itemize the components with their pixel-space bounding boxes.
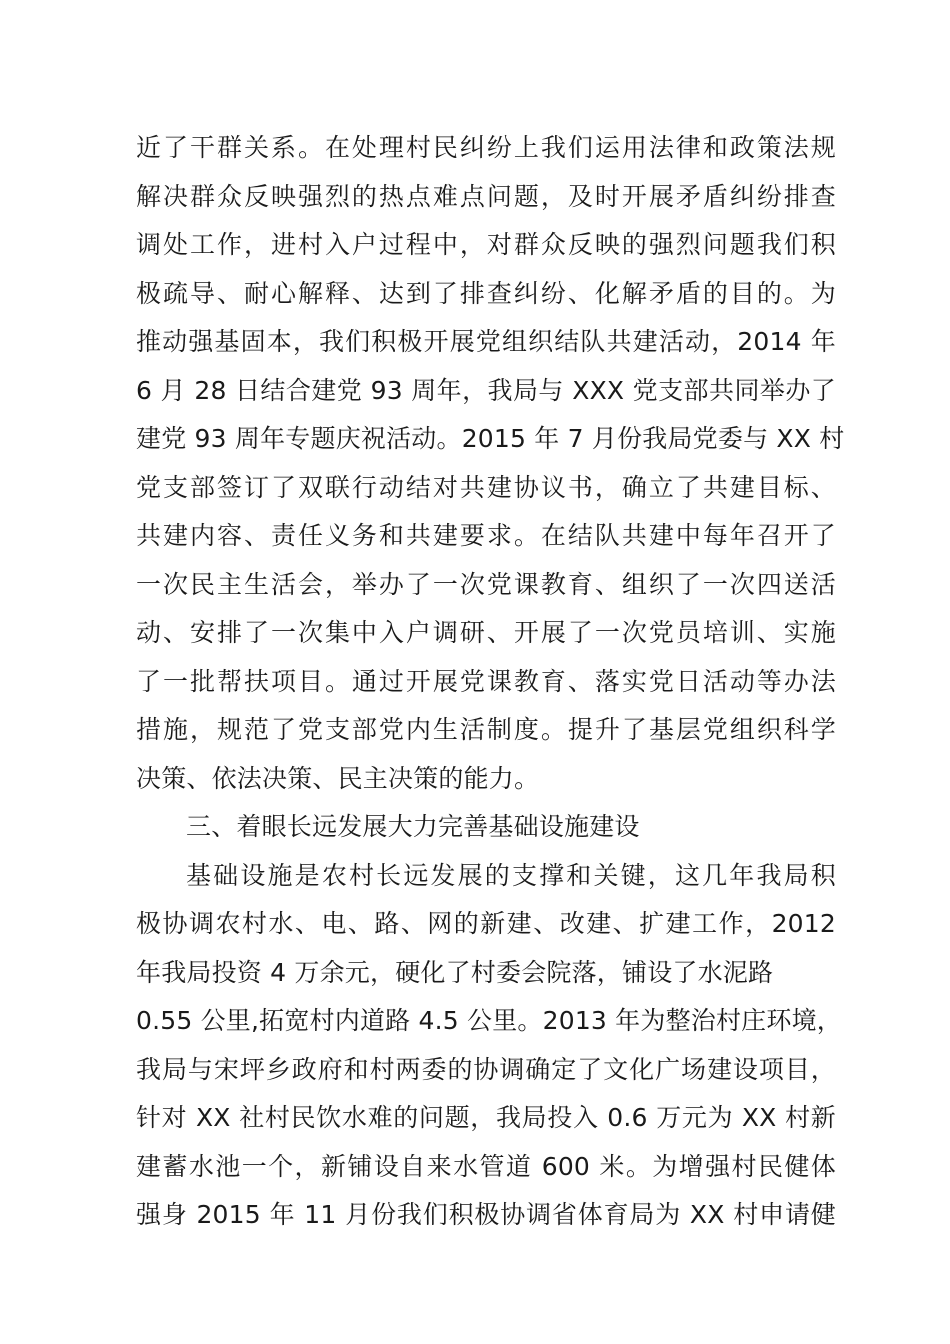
text-line: 极疏导、耐心解释、达到了排查纠纷、化解矛盾的目的。为 (136, 278, 836, 308)
text-line: 极协调农村水、电、路、网的新建、改建、扩建工作，2012 (136, 909, 836, 938)
text-line: 措施，规范了党支部党内生活制度。提升了基层党组织科学 (136, 715, 836, 744)
text-line: 推动强基固本，我们积极开展党组织结队共建活动，2014 年 (136, 327, 836, 356)
text-line: 解决群众反映强烈的热点难点问题，及时开展矛盾纠纷排查 (136, 181, 836, 211)
text-line: 建蓄水池一个，新铺设自来水管道 600 米。为增强村民健体 (136, 1151, 836, 1181)
text-line: 6 月 28 日结合建党 93 周年，我局与 XXX 党支部共同举办了 (136, 375, 836, 405)
paragraph-1 (136, 124, 845, 803)
document-body (136, 124, 845, 1240)
text-line: 了一批帮扶项目。通过开展党课教育、落实党日活动等办法 (136, 666, 836, 696)
paragraph-2 (136, 852, 842, 1240)
text-line: 建党 93 周年专题庆祝活动。2015 年 7 月份我局党委与 XX 村 (136, 424, 845, 453)
text-line: 一次民主生活会，举办了一次党课教育、组织了一次四送活 (136, 569, 836, 599)
text-line: 近了干群关系。在处理村民纠纷上我们运用法律和政策法规 (136, 133, 836, 162)
text-line: 调处工作，进村入户过程中，对群众反映的强烈问题我们积 (136, 230, 836, 259)
text-line: 我局与宋坪乡政府和村两委的协调确定了文化广场建设项目， (136, 1054, 836, 1084)
text-line: 0.55 公里,拓宽村内道路 4.5 公里。2013 年为整治村庄环境， (136, 1006, 842, 1035)
text-line: 党支部签订了双联行动结对共建协议书，确立了共建目标、 (136, 472, 836, 502)
text-line: 针对 XX 社村民饮水难的问题，我局投入 0.6 万元为 XX 村新 (136, 1103, 836, 1132)
section-heading: 三、着眼长远发展大力完善基础设施建设 (186, 812, 640, 841)
text-line: 决策、依法决策、民主决策的能力。 (136, 763, 540, 793)
text-line: 基础设施是农村长远发展的支撑和关键，这几年我局积 (186, 860, 836, 890)
text-line: 年我局投资 4 万余元，硬化了村委会院落，铺设了水泥路 (136, 957, 774, 987)
text-line: 共建内容、责任义务和共建要求。在结队共建中每年召开了 (136, 521, 836, 550)
text-line: 动、安排了一次集中入户调研、开展了一次党员培训、实施 (136, 618, 836, 647)
text-line: 强身 2015 年 11 月份我们积极协调省体育局为 XX 村申请健 (136, 1200, 836, 1229)
